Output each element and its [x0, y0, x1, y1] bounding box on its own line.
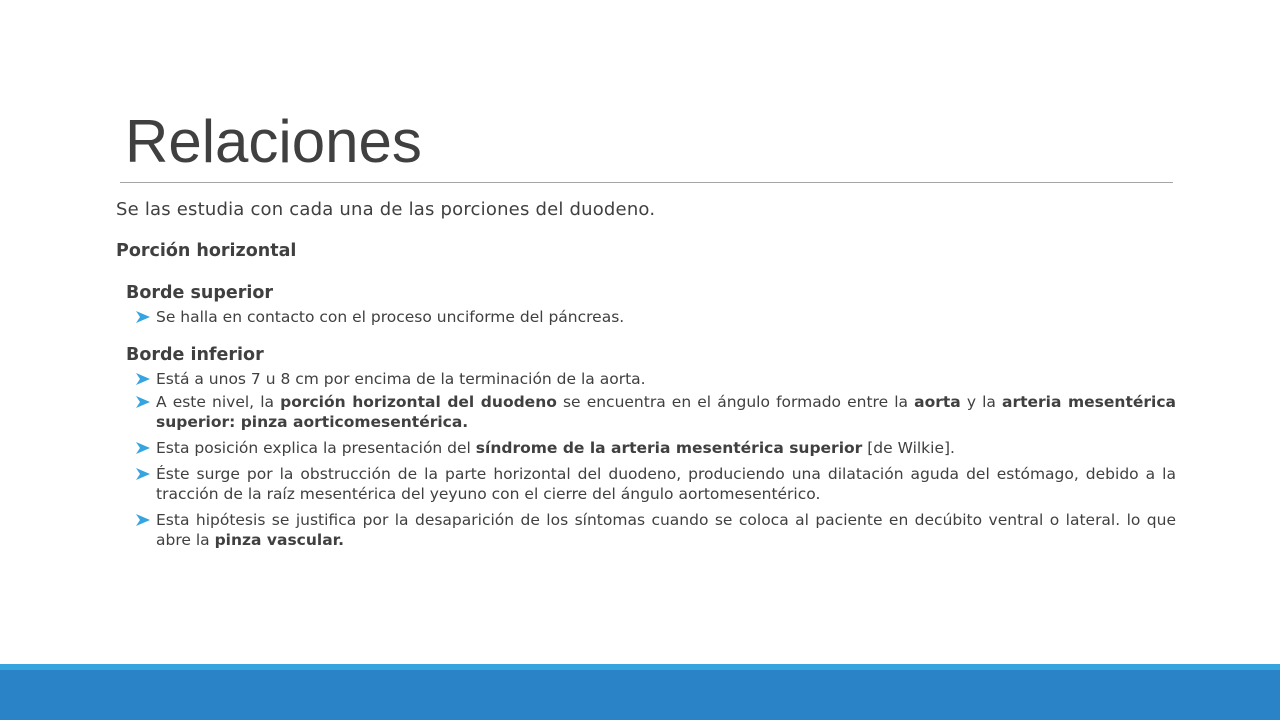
arrow-bullet-icon	[136, 514, 150, 526]
arrow-bullet-icon	[136, 373, 150, 385]
arrow-bullet-icon	[136, 468, 150, 480]
list-item: Se halla en contacto con el proceso unciforme del páncreas.	[136, 307, 1176, 327]
footer-bar-accent	[0, 664, 1280, 670]
list-item: Está a unos 7 u 8 cm por encima de la terminación de la aorta.	[136, 369, 1176, 389]
list-item: Éste surge por la obstrucción de la parte horizontal del duodeno, produciendo una dilatación aguda del estómago, debido a la tracción de la raíz mesentérica del yeyuno con el cierre del ángulo aortomesentérico.	[136, 464, 1176, 504]
list-item: Esta posición explica la presentación del síndrome de la arteria mesentérica superior [de Wilkie].	[136, 438, 1176, 458]
slide-body	[116, 197, 1176, 550]
arrow-bullet-icon	[136, 442, 150, 454]
list-item: A este nivel, la porción horizontal del duodeno se encuentra en el ángulo formado entre la aorta y la arteria mesentérica superior: pinza aorticomesentérica.	[136, 392, 1176, 432]
bullet-list-borde-inferior	[116, 369, 1176, 550]
subheading-borde-superior: Borde superior	[126, 283, 274, 303]
subheading-borde-inferior: Borde inferior	[126, 345, 264, 365]
bullet-list-borde-superior	[116, 307, 1176, 327]
list-item: Esta hipótesis se justifica por la desaparición de los síntomas cuando se coloca al paciente en decúbito ventral o lateral. lo que abre la pinza vascular.	[136, 510, 1176, 550]
footer-bar	[0, 664, 1280, 720]
arrow-bullet-icon	[136, 311, 150, 323]
slide-title: Relaciones	[125, 108, 422, 175]
title-divider	[120, 182, 1173, 183]
arrow-bullet-icon	[136, 396, 150, 408]
intro-text: Se las estudia con cada una de las porciones del duodeno.	[116, 199, 656, 220]
section-heading: Porción horizontal	[116, 241, 297, 261]
